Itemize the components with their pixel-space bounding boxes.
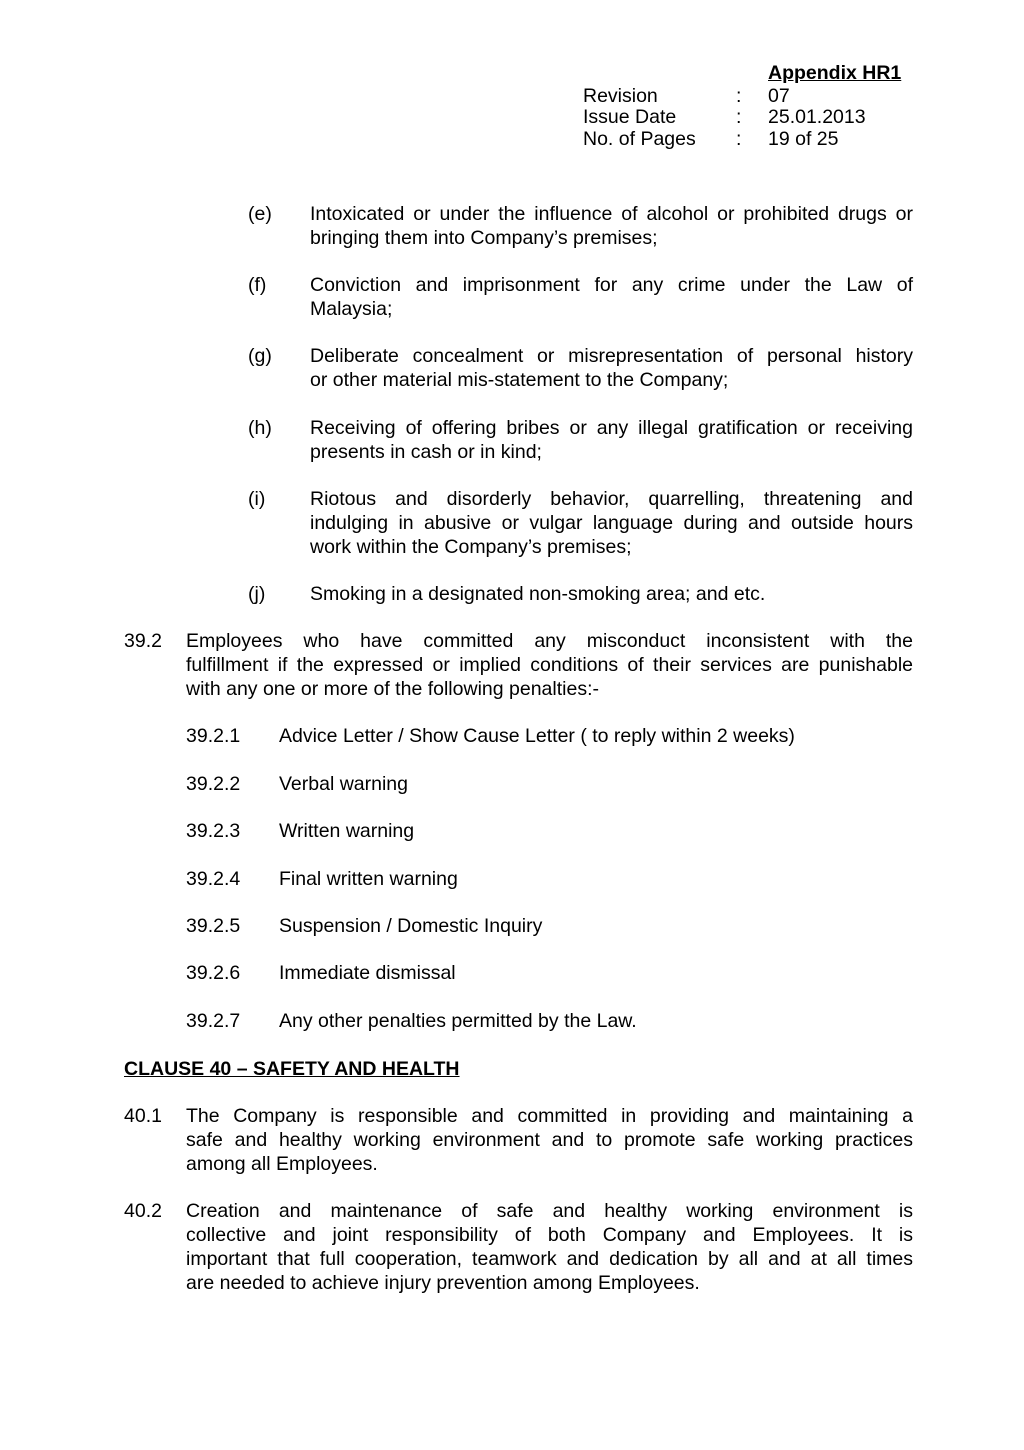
text-line: or other material mis-statement to the Company; (310, 369, 729, 391)
list-item-text (310, 344, 913, 392)
penalty-number: 39.2.7 (186, 1010, 241, 1032)
text-line: indulging in abusive or vulgar language during and outside hours (310, 512, 913, 534)
paragraph-text (186, 1199, 913, 1295)
text-line: collective and joint responsibility of both Company and Employees. It is (186, 1224, 913, 1246)
penalty-text: Immediate dismissal (279, 962, 456, 984)
text-line: Conviction and imprisonment for any crime under the Law of (310, 274, 913, 296)
appendix-title: Appendix HR1 (768, 62, 902, 84)
penalty-number: 39.2.6 (186, 962, 241, 984)
text-line: The Company is responsible and committed in providing and maintaining a (186, 1105, 913, 1127)
penalty-number: 39.2.2 (186, 773, 241, 795)
header-colon: : (736, 85, 742, 107)
list-item-text (310, 416, 913, 464)
text-line: important that full cooperation, teamwork and dedication by all and at all times (186, 1248, 913, 1270)
list-item-label: (h) (248, 417, 272, 439)
header-value: 25.01.2013 (768, 106, 866, 128)
list-item-label: (g) (248, 345, 272, 367)
header-key: Revision (583, 85, 658, 107)
header-row-issue-date (583, 106, 913, 128)
list-item-label: (e) (248, 203, 272, 225)
header-key: No. of Pages (583, 128, 696, 150)
text-line: Creation and maintenance of safe and healthy working environment is (186, 1200, 913, 1222)
list-item-label: (i) (248, 488, 266, 510)
text-line: fulfillment if the expressed or implied conditions of their services are punishable (186, 654, 913, 676)
text-line: are needed to achieve injury prevention among Employees. (186, 1272, 700, 1294)
penalty-number: 39.2.5 (186, 915, 241, 937)
penalty-text: Any other penalties permitted by the Law. (279, 1010, 637, 1032)
penalty-text: Final written warning (279, 868, 458, 890)
penalty-text: Written warning (279, 820, 415, 842)
header-key: Issue Date (583, 106, 677, 128)
clause-heading: CLAUSE 40 – SAFETY AND HEALTH (124, 1058, 460, 1080)
header-colon: : (736, 106, 742, 128)
paragraph-number: 40.2 (124, 1200, 162, 1222)
list-item-text (310, 273, 913, 321)
text-line: Smoking in a designated non-smoking area; and etc. (310, 583, 766, 605)
header-colon: : (736, 128, 742, 150)
text-line: Riotous and disorderly behavior, quarrelling, threatening and (310, 488, 913, 510)
penalty-text: Advice Letter / Show Cause Letter ( to reply within 2 weeks) (279, 725, 795, 747)
text-line: Malaysia; (310, 298, 393, 320)
text-line: Deliberate concealment or misrepresentation of personal history (310, 345, 913, 367)
text-line: presents in cash or in kind; (310, 441, 542, 463)
list-item-label: (f) (248, 274, 267, 296)
paragraph-text (186, 1104, 913, 1176)
penalty-number: 39.2.4 (186, 868, 241, 890)
text-line: bringing them into Company’s premises; (310, 227, 658, 249)
paragraph-number: 40.1 (124, 1105, 162, 1127)
penalty-text: Verbal warning (279, 773, 408, 795)
text-line: Employees who have committed any misconduct inconsistent with the (186, 630, 913, 652)
text-line: among all Employees. (186, 1153, 378, 1175)
list-item-text (310, 487, 913, 559)
penalty-number: 39.2.3 (186, 820, 241, 842)
list-item-text (310, 582, 913, 606)
paragraph-number: 39.2 (124, 630, 162, 652)
penalty-number: 39.2.1 (186, 725, 241, 747)
text-line: safe and healthy working environment and to promote safe working practices (186, 1129, 913, 1151)
header-row-pages (583, 128, 913, 150)
header-value: 07 (768, 85, 790, 107)
text-line: work within the Company’s premises; (310, 536, 632, 558)
text-line: Intoxicated or under the influence of alcohol or prohibited drugs or (310, 203, 913, 225)
list-item-text (310, 202, 913, 250)
text-line: with any one or more of the following penalties:- (186, 678, 599, 700)
header-row-revision (583, 85, 913, 107)
penalty-text: Suspension / Domestic Inquiry (279, 915, 543, 937)
paragraph-text (186, 629, 913, 701)
header-value: 19 of 25 (768, 128, 839, 150)
list-item-label: (j) (248, 583, 266, 605)
text-line: Receiving of offering bribes or any illegal gratification or receiving (310, 417, 913, 439)
